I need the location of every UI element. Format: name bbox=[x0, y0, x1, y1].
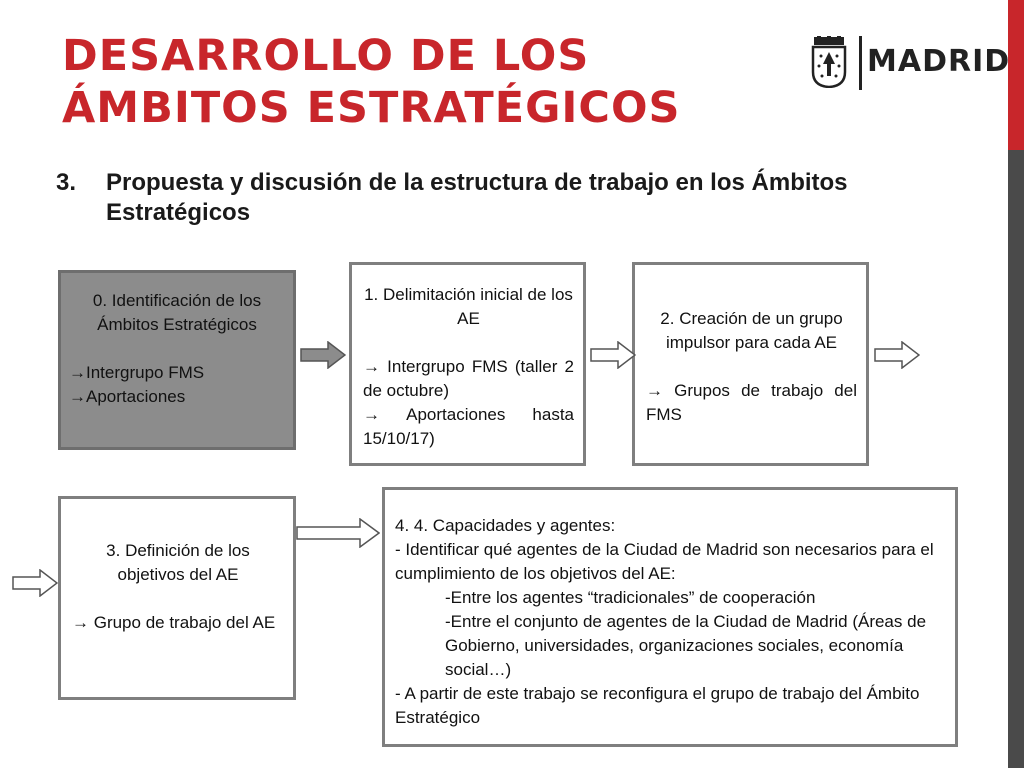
madrid-coat-of-arms-icon bbox=[810, 36, 848, 88]
flow-arrow-right-icon bbox=[590, 341, 636, 369]
logo-text: MADRID bbox=[867, 44, 1011, 79]
stage-box-3-objectives bbox=[58, 496, 296, 700]
step-text: Propuesta y discusión de la estructura de trabajo en los Ámbitos Estratégicos bbox=[106, 169, 848, 226]
stage-1-title: 1. Delimitación inicial de los AE bbox=[364, 285, 573, 328]
accent-bar-gray bbox=[1008, 150, 1024, 768]
page-title-line-2: ÁMBITOS ESTRATÉGICOS bbox=[62, 83, 681, 133]
stage-0-item-1: →Intergrupo FMS bbox=[69, 363, 205, 382]
stage-1-item-2: → Aportaciones hasta 15/10/17) bbox=[363, 405, 574, 448]
flow-arrow-right-icon bbox=[12, 569, 58, 597]
stage-4-line-traditional: -Entre los agentes “tradicionales” de cooperación bbox=[445, 588, 816, 607]
stage-0-item-2: →Aportaciones bbox=[69, 387, 186, 406]
stage-box-1-delimitation bbox=[349, 262, 586, 466]
stage-3-item-1: → Grupo de trabajo del AE bbox=[72, 613, 276, 632]
stage-box-0-identification bbox=[58, 270, 296, 450]
accent-bar-red bbox=[1008, 0, 1024, 150]
stage-0-title: 0. Identificación de los Ámbitos Estratégicos bbox=[92, 291, 262, 334]
stage-4-line-city-agents: -Entre el conjunto de agentes de la Ciudad de Madrid (Áreas de Gobierno, universidades, organizaciones sociales, economía social…) bbox=[445, 612, 927, 679]
stage-box-4-capacities bbox=[382, 487, 958, 747]
flow-arrow-right-icon bbox=[300, 341, 346, 369]
flow-arrow-right-icon bbox=[296, 518, 380, 548]
page-title-line-1: DESARROLLO DE LOS bbox=[62, 31, 590, 81]
step-number: 3. bbox=[56, 169, 77, 196]
madrid-logo bbox=[810, 36, 1011, 92]
stage-box-2-impulse-group bbox=[632, 262, 869, 466]
stage-2-title: 2. Creación de un grupo impulsor para cada AE bbox=[660, 309, 843, 352]
page-title bbox=[62, 30, 680, 134]
stage-4-line-reconfigure: - A partir de este trabajo se reconfigura el grupo de trabajo del Ámbito Estratégico bbox=[395, 684, 920, 727]
stage-4-title: 4. 4. Capacidades y agentes: bbox=[395, 516, 616, 535]
stage-4-line-identify: - Identificar qué agentes de la Ciudad de Madrid son necesarios para el cumplimiento de los objetivos del AE: bbox=[395, 540, 934, 583]
stage-2-item-1: → Grupos de trabajo del FMS bbox=[646, 381, 857, 424]
stage-1-item-1: → Intergrupo FMS (taller 2 de octubre) bbox=[363, 357, 574, 400]
stage-3-title: 3. Definición de los objetivos del AE bbox=[106, 541, 250, 584]
flow-arrow-right-icon bbox=[874, 341, 920, 369]
logo-divider bbox=[859, 36, 862, 90]
